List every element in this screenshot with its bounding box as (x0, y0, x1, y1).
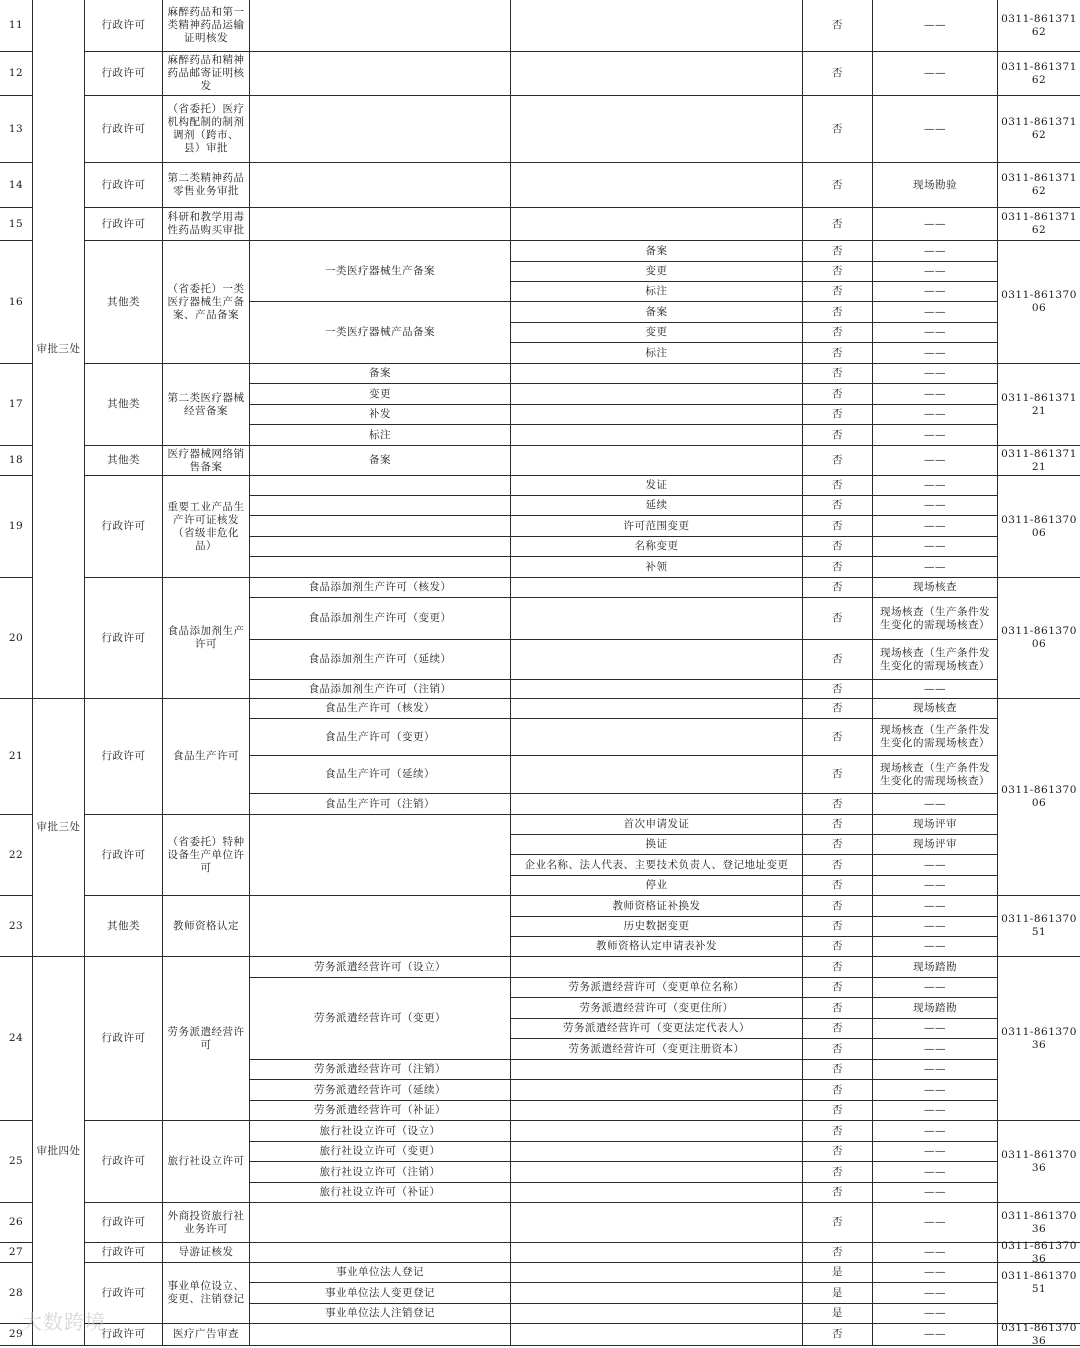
inspection-method: 现场核查（生产条件发生变化的需现场核查） (872, 755, 998, 794)
inspection-method: 现场踏勘 (872, 956, 998, 978)
detail-item-name: 标注 (510, 342, 803, 364)
item-type: 行政许可 (84, 475, 163, 578)
onsite-flag: 是 (802, 1262, 873, 1283)
item-type: 其他类 (84, 895, 163, 957)
inspection-method: —— (872, 875, 998, 896)
inspection-method: —— (872, 1100, 998, 1121)
detail-item-blank (510, 1141, 803, 1162)
detail-item-name: 备案 (510, 240, 803, 262)
row-number: 22 (0, 814, 33, 896)
inspection-method: 现场踏勘 (872, 997, 998, 1019)
item-type: 其他类 (84, 363, 163, 446)
inspection-method: —— (872, 1141, 998, 1162)
inspection-method: —— (872, 536, 998, 557)
sub-item-blank (249, 162, 511, 208)
detail-item-blank (510, 597, 803, 640)
inspection-method: —— (872, 95, 998, 163)
sub-item-blank (510, 1323, 803, 1346)
inspection-method: —— (872, 793, 998, 815)
contact-phone: 0311-86137006 (997, 577, 1080, 699)
onsite-flag: 否 (802, 51, 873, 96)
sub-item-name: 标注 (249, 424, 511, 446)
item-name: 第二类精神药品零售业务审批 (162, 162, 250, 208)
detail-item-name: 名称变更 (510, 536, 803, 557)
detail-item-blank (510, 577, 803, 598)
onsite-flag: 否 (802, 577, 873, 598)
detail-item-name: 教师资格证补换发 (510, 895, 803, 917)
contact-phone: 0311-86137162 (997, 207, 1080, 241)
item-type: 行政许可 (84, 95, 163, 163)
onsite-flag: 否 (802, 1323, 873, 1346)
sub-item-blank (249, 556, 511, 578)
onsite-flag: 否 (802, 639, 873, 680)
row-number: 24 (0, 956, 33, 1121)
department-label: 审批四处 (32, 956, 85, 1346)
inspection-method: —— (872, 281, 998, 302)
inspection-method: —— (872, 342, 998, 364)
item-type: 行政许可 (84, 1202, 163, 1243)
sub-item-blank (249, 895, 511, 957)
onsite-flag: 否 (802, 1141, 873, 1162)
department-label: 审批三处 (32, 698, 85, 957)
detail-item-blank (510, 1120, 803, 1142)
detail-item-blank (510, 1100, 803, 1121)
detail-item-name: 变更 (510, 261, 803, 282)
sub-item-name: 劳务派遣经营许可（变更） (249, 977, 511, 1060)
inspection-method: —— (872, 445, 998, 476)
detail-item-name: 企业名称、法人代表、主要技术负责人、登记地址变更 (510, 854, 803, 876)
item-type: 行政许可 (84, 814, 163, 896)
detail-item-name: 劳务派遣经营许可（变更法定代表人） (510, 1018, 803, 1039)
onsite-flag: 否 (802, 997, 873, 1019)
sub-item-name: 一类医疗器械生产备案 (249, 240, 511, 302)
onsite-flag: 否 (802, 536, 873, 557)
inspection-method: —— (872, 240, 998, 262)
contact-phone: 0311-86137162 (997, 95, 1080, 163)
onsite-flag: 否 (802, 404, 873, 425)
sub-item-name: 食品添加剂生产许可（核发） (249, 577, 511, 598)
sub-item-blank (249, 515, 511, 537)
onsite-flag: 否 (802, 1161, 873, 1183)
inspection-method: —— (872, 1242, 998, 1263)
sub-item-name: 旅行社设立许可（变更） (249, 1141, 511, 1162)
detail-item-blank (510, 1262, 803, 1283)
item-name: （省委托）特种设备生产单位许可 (162, 814, 250, 896)
onsite-flag: 否 (802, 1038, 873, 1060)
detail-item-blank (510, 1161, 803, 1183)
contact-phone: 0311-86137036 (997, 1202, 1080, 1243)
inspection-method: —— (872, 495, 998, 516)
item-name: 事业单位设立、变更、注销登记 (162, 1262, 250, 1324)
inspection-method: —— (872, 916, 998, 937)
item-name: 麻醉药品和精神药品邮寄证明核发 (162, 51, 250, 96)
inspection-method: —— (872, 936, 998, 957)
sub-item-name: 食品生产许可（延续） (249, 755, 511, 794)
item-name: 教师资格认定 (162, 895, 250, 957)
inspection-method: —— (872, 1120, 998, 1142)
detail-item-blank (510, 363, 803, 384)
row-number: 19 (0, 475, 33, 578)
contact-phone: 0311-86137051 (997, 895, 1080, 957)
detail-item-name: 换证 (510, 834, 803, 855)
detail-item-blank (510, 1059, 803, 1080)
detail-item-blank (510, 1282, 803, 1304)
onsite-flag: 否 (802, 916, 873, 937)
detail-item-blank (510, 383, 803, 405)
onsite-flag: 否 (802, 1242, 873, 1263)
contact-phone: 0311-86137036 (997, 1323, 1080, 1346)
inspection-method: —— (872, 515, 998, 537)
item-type: 行政许可 (84, 51, 163, 96)
onsite-flag: 否 (802, 95, 873, 163)
detail-item-name: 标注 (510, 281, 803, 302)
contact-phone: 0311-86137051 (997, 1242, 1080, 1324)
item-type: 其他类 (84, 240, 163, 364)
sub-item-name: 一类医疗器械产品备案 (249, 301, 511, 364)
inspection-method: —— (872, 383, 998, 405)
detail-item-blank (510, 404, 803, 425)
inspection-method: —— (872, 1079, 998, 1101)
onsite-flag: 否 (802, 0, 873, 52)
row-number: 29 (0, 1323, 33, 1346)
onsite-flag: 否 (802, 1079, 873, 1101)
onsite-flag: 否 (802, 977, 873, 998)
sub-item-blank (510, 207, 803, 241)
contact-phone: 0311-86137036 (997, 956, 1080, 1121)
row-number: 17 (0, 363, 33, 446)
item-name: 麻醉药品和第一类精神药品运输证明核发 (162, 0, 250, 52)
item-type: 行政许可 (84, 1120, 163, 1203)
watermark-text: 大数跨境 (22, 1310, 106, 1334)
onsite-flag: 是 (802, 1282, 873, 1304)
inspection-method: —— (872, 261, 998, 282)
inspection-method: —— (872, 1059, 998, 1080)
inspection-method: —— (872, 1202, 998, 1243)
row-number: 25 (0, 1120, 33, 1203)
onsite-flag: 否 (802, 261, 873, 282)
detail-item-name: 劳务派遣经营许可（变更单位名称） (510, 977, 803, 998)
contact-phone: 0311-86137006 (997, 240, 1080, 364)
sub-item-name: 旅行社设立许可（补证） (249, 1182, 511, 1203)
onsite-flag: 否 (802, 363, 873, 384)
inspection-method: 现场评审 (872, 834, 998, 855)
onsite-flag: 否 (802, 162, 873, 208)
detail-item-name: 首次申请发证 (510, 814, 803, 835)
item-name: （省委托）一类医疗器械生产备案、产品备案 (162, 240, 250, 364)
inspection-method: —— (872, 1161, 998, 1183)
item-type: 行政许可 (84, 0, 163, 52)
row-number: 18 (0, 445, 33, 476)
inspection-method: 现场核查（生产条件发生变化的需现场核查） (872, 597, 998, 640)
inspection-method: —— (872, 1303, 998, 1324)
item-name: 科研和教学用毒性药品购买审批 (162, 207, 250, 241)
inspection-method: —— (872, 1282, 998, 1304)
inspection-method: 现场核查 (872, 577, 998, 598)
inspection-method: 现场核查（生产条件发生变化的需现场核查） (872, 639, 998, 680)
item-type: 行政许可 (84, 956, 163, 1121)
onsite-flag: 否 (802, 956, 873, 978)
inspection-method: —— (872, 1262, 998, 1283)
inspection-method: —— (872, 854, 998, 876)
item-name: 医疗器械网络销售备案 (162, 445, 250, 476)
row-number: 28 (0, 1262, 33, 1324)
detail-item-name: 补领 (510, 556, 803, 578)
detail-item-name: 劳务派遣经营许可（变更住所） (510, 997, 803, 1019)
sub-item-name: 劳务派遣经营许可（补证） (249, 1100, 511, 1121)
onsite-flag: 否 (802, 718, 873, 756)
item-name: 食品生产许可 (162, 698, 250, 815)
onsite-flag: 否 (802, 1100, 873, 1121)
row-number: 23 (0, 895, 33, 957)
onsite-flag: 否 (802, 475, 873, 496)
onsite-flag: 否 (802, 445, 873, 476)
detail-item-blank (510, 445, 803, 476)
sub-item-name: 食品生产许可（注销） (249, 793, 511, 815)
row-number: 14 (0, 162, 33, 208)
sub-item-blank (249, 1323, 511, 1346)
inspection-method: —— (872, 1323, 998, 1346)
inspection-method: —— (872, 556, 998, 578)
detail-item-blank (510, 956, 803, 978)
detail-item-name: 发证 (510, 475, 803, 496)
sub-item-blank (510, 95, 803, 163)
item-name: 导游证核发 (162, 1242, 250, 1263)
row-number: 20 (0, 577, 33, 699)
onsite-flag: 否 (802, 597, 873, 640)
inspection-method: —— (872, 679, 998, 699)
detail-item-blank (510, 639, 803, 680)
sub-item-name: 劳务派遣经营许可（设立） (249, 956, 511, 978)
onsite-flag: 否 (802, 755, 873, 794)
item-name: 外商投资旅行社业务许可 (162, 1202, 250, 1243)
row-number: 15 (0, 207, 33, 241)
sub-item-blank (249, 536, 511, 557)
inspection-method: 现场勘验 (872, 162, 998, 208)
onsite-flag: 否 (802, 301, 873, 323)
sub-item-blank (510, 1202, 803, 1243)
sub-item-blank (249, 1242, 511, 1263)
onsite-flag: 否 (802, 895, 873, 917)
item-type: 行政许可 (84, 698, 163, 815)
onsite-flag: 否 (802, 342, 873, 364)
onsite-flag: 否 (802, 793, 873, 815)
item-name: 第二类医疗器械经营备案 (162, 363, 250, 446)
detail-item-name: 延续 (510, 495, 803, 516)
item-name: 旅行社设立许可 (162, 1120, 250, 1203)
item-type: 行政许可 (84, 1262, 163, 1324)
onsite-flag: 否 (802, 814, 873, 835)
detail-item-name: 劳务派遣经营许可（变更注册资本） (510, 1038, 803, 1060)
row-number: 11 (0, 0, 33, 52)
detail-item-blank (510, 679, 803, 699)
item-name: 劳务派遣经营许可 (162, 956, 250, 1121)
detail-item-name: 教师资格认定申请表补发 (510, 936, 803, 957)
sub-item-blank (249, 207, 511, 241)
onsite-flag: 否 (802, 515, 873, 537)
item-type: 行政许可 (84, 207, 163, 241)
detail-item-blank (510, 698, 803, 719)
inspection-method: —— (872, 1038, 998, 1060)
inspection-method: —— (872, 475, 998, 496)
contact-phone: 0311-86137162 (997, 0, 1080, 52)
item-name: 重要工业产品生产许可证核发（省级非危化品） (162, 475, 250, 578)
detail-item-blank (510, 793, 803, 815)
sub-item-blank (249, 495, 511, 516)
contact-phone: 0311-86137006 (997, 475, 1080, 578)
sub-item-blank (249, 95, 511, 163)
onsite-flag: 否 (802, 1059, 873, 1080)
contact-phone: 0311-86137006 (997, 698, 1080, 896)
contact-phone: 0311-86137162 (997, 162, 1080, 208)
sub-item-blank (510, 0, 803, 52)
contact-phone: 0311-86137162 (997, 51, 1080, 96)
onsite-flag: 否 (802, 936, 873, 957)
sub-item-name: 劳务派遣经营许可（延续） (249, 1079, 511, 1101)
sub-item-name: 食品添加剂生产许可（注销） (249, 679, 511, 699)
onsite-flag: 否 (802, 383, 873, 405)
detail-item-name: 变更 (510, 322, 803, 343)
detail-item-blank (510, 1079, 803, 1101)
sub-item-blank (510, 51, 803, 96)
department-label: 审批三处 (32, 0, 85, 699)
sub-item-blank (249, 51, 511, 96)
sub-item-name: 旅行社设立许可（设立） (249, 1120, 511, 1142)
inspection-method: —— (872, 207, 998, 241)
onsite-flag: 否 (802, 1202, 873, 1243)
row-number: 21 (0, 698, 33, 815)
inspection-method: —— (872, 363, 998, 384)
sub-item-name: 备案 (249, 363, 511, 384)
item-type: 行政许可 (84, 1242, 163, 1263)
onsite-flag: 否 (802, 240, 873, 262)
item-name: （省委托）医疗机构配制的制剂调剂（跨市、县）审批 (162, 95, 250, 163)
sub-item-blank (249, 1202, 511, 1243)
inspection-method: —— (872, 895, 998, 917)
inspection-method: —— (872, 322, 998, 343)
item-name: 食品添加剂生产许可 (162, 577, 250, 699)
sub-item-name: 食品生产许可（变更） (249, 718, 511, 756)
detail-item-name: 停业 (510, 875, 803, 896)
onsite-flag: 否 (802, 679, 873, 699)
inspection-method: —— (872, 0, 998, 52)
row-number: 12 (0, 51, 33, 96)
onsite-flag: 否 (802, 322, 873, 343)
sub-item-name: 事业单位法人变更登记 (249, 1282, 511, 1304)
onsite-flag: 否 (802, 698, 873, 719)
onsite-flag: 否 (802, 207, 873, 241)
sub-item-blank (510, 1242, 803, 1263)
sub-item-name: 食品生产许可（核发） (249, 698, 511, 719)
contact-phone: 0311-86137036 (997, 1242, 1080, 1263)
contact-phone: 0311-86137121 (997, 445, 1080, 476)
row-number: 26 (0, 1202, 33, 1243)
row-number: 16 (0, 240, 33, 364)
onsite-flag: 否 (802, 1182, 873, 1203)
onsite-flag: 否 (802, 281, 873, 302)
sub-item-blank (249, 0, 511, 52)
sub-item-name: 事业单位法人登记 (249, 1262, 511, 1283)
sub-item-name: 补发 (249, 404, 511, 425)
inspection-method: 现场评审 (872, 814, 998, 835)
detail-item-blank (510, 718, 803, 756)
inspection-method: —— (872, 404, 998, 425)
inspection-method: —— (872, 1182, 998, 1203)
onsite-flag: 否 (802, 834, 873, 855)
onsite-flag: 否 (802, 495, 873, 516)
onsite-flag: 否 (802, 424, 873, 446)
inspection-method: 现场核查 (872, 698, 998, 719)
detail-item-blank (510, 755, 803, 794)
inspection-method: —— (872, 1018, 998, 1039)
sub-item-name: 食品添加剂生产许可（变更） (249, 597, 511, 640)
sub-item-name: 备案 (249, 445, 511, 476)
sub-item-blank (510, 162, 803, 208)
inspection-method: —— (872, 424, 998, 446)
item-type: 行政许可 (84, 162, 163, 208)
sub-item-blank (249, 475, 511, 496)
row-number: 13 (0, 95, 33, 163)
sub-item-name: 旅行社设立许可（注销） (249, 1161, 511, 1183)
sub-item-name: 食品添加剂生产许可（延续） (249, 639, 511, 680)
contact-phone: 0311-86137121 (997, 363, 1080, 446)
item-type: 行政许可 (84, 1323, 163, 1346)
onsite-flag: 否 (802, 875, 873, 896)
detail-item-name: 历史数据变更 (510, 916, 803, 937)
row-number: 27 (0, 1242, 33, 1263)
detail-item-blank (510, 1182, 803, 1203)
contact-phone: 0311-86137036 (997, 1120, 1080, 1203)
onsite-flag: 否 (802, 1120, 873, 1142)
sub-item-blank (249, 814, 511, 896)
sub-item-name: 变更 (249, 383, 511, 405)
detail-item-name: 备案 (510, 301, 803, 323)
inspection-method: —— (872, 51, 998, 96)
detail-item-name: 许可范围变更 (510, 515, 803, 537)
sub-item-name: 劳务派遣经营许可（注销） (249, 1059, 511, 1080)
detail-item-blank (510, 1303, 803, 1324)
detail-item-blank (510, 424, 803, 446)
inspection-method: —— (872, 977, 998, 998)
item-type: 其他类 (84, 445, 163, 476)
inspection-method: —— (872, 301, 998, 323)
item-name: 医疗广告审查 (162, 1323, 250, 1346)
inspection-method: 现场核查（生产条件发生变化的需现场核查） (872, 718, 998, 756)
onsite-flag: 是 (802, 1303, 873, 1324)
onsite-flag: 否 (802, 556, 873, 578)
sub-item-name: 事业单位法人注销登记 (249, 1303, 511, 1324)
onsite-flag: 否 (802, 1018, 873, 1039)
onsite-flag: 否 (802, 854, 873, 876)
item-type: 行政许可 (84, 577, 163, 699)
